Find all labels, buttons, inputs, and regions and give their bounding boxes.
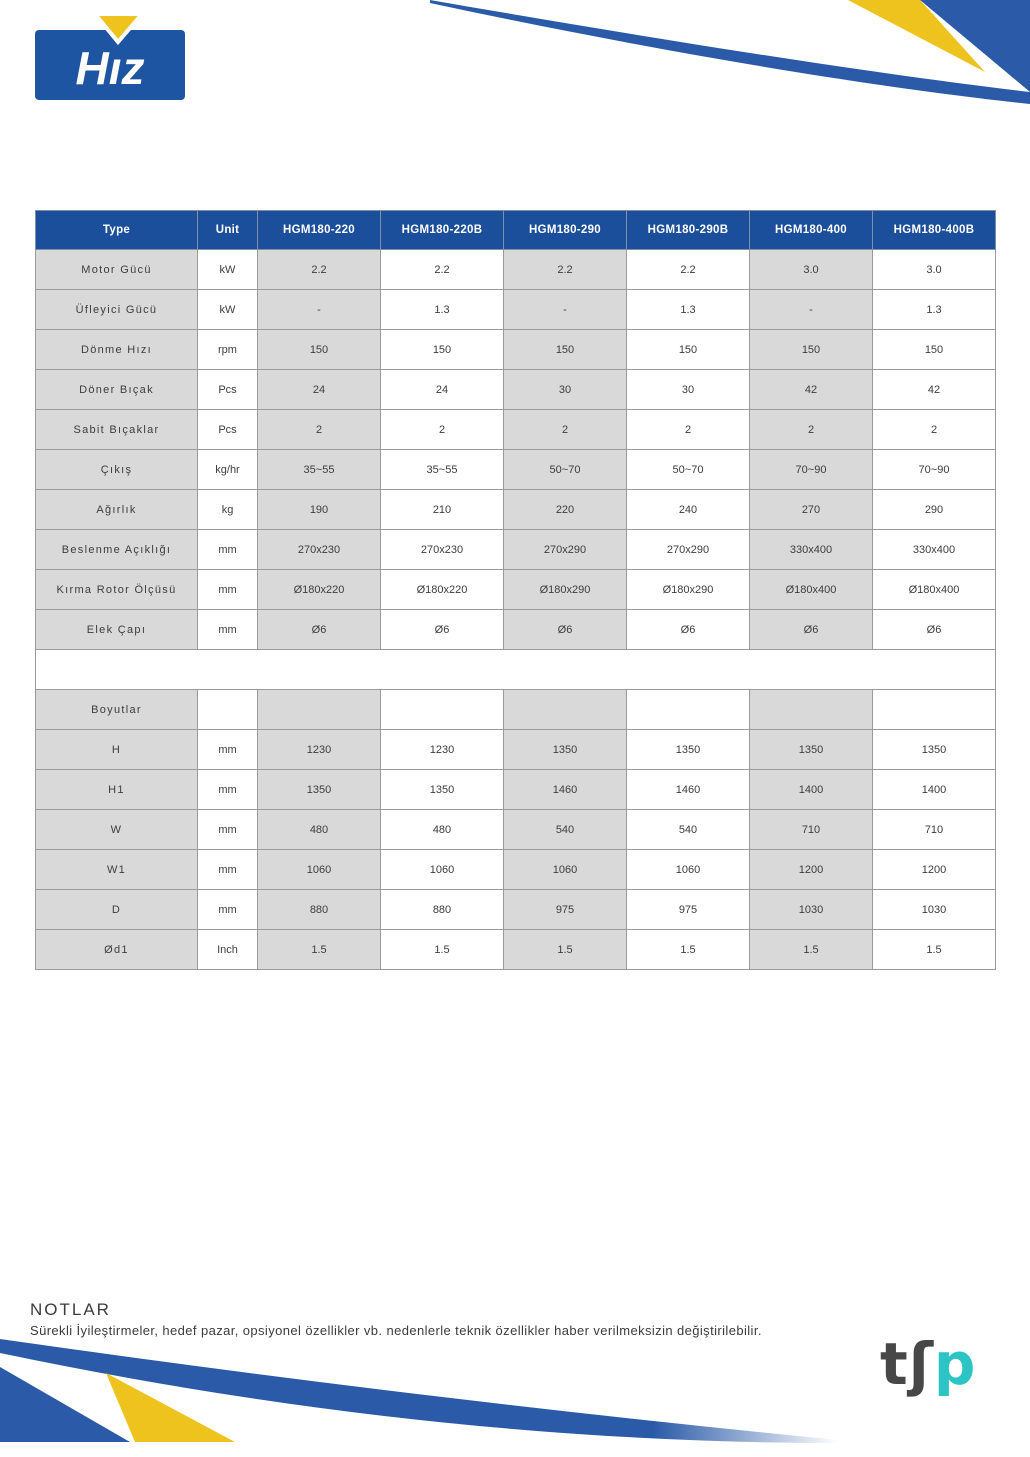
unit-cell: kg/hr	[198, 450, 258, 490]
value-cell: 150	[873, 330, 996, 370]
column-header: HGM180-220	[258, 211, 381, 250]
value-cell: 270x230	[258, 530, 381, 570]
value-cell	[750, 690, 873, 730]
value-cell: 190	[258, 490, 381, 530]
spec-table-body	[36, 250, 996, 970]
value-cell: 1.5	[627, 930, 750, 970]
value-cell: -	[750, 290, 873, 330]
value-cell: 480	[381, 810, 504, 850]
unit-cell: Inch	[198, 930, 258, 970]
column-header: HGM180-290	[504, 211, 627, 250]
value-cell: 70~90	[750, 450, 873, 490]
value-cell: Ø6	[750, 610, 873, 650]
value-cell: Ø6	[258, 610, 381, 650]
value-cell: 2.2	[504, 250, 627, 290]
value-cell: 270x230	[381, 530, 504, 570]
value-cell: 150	[504, 330, 627, 370]
spec-table-header	[36, 211, 996, 250]
row-label: Elek Çapı	[36, 610, 198, 650]
table-row	[36, 770, 996, 810]
value-cell: 880	[258, 890, 381, 930]
value-cell: 1060	[258, 850, 381, 890]
value-cell: 270x290	[504, 530, 627, 570]
tsp-logo	[880, 1330, 977, 1398]
value-cell: Ø6	[381, 610, 504, 650]
value-cell: 35~55	[381, 450, 504, 490]
value-cell: Ø180x290	[627, 570, 750, 610]
row-label: Çıkış	[36, 450, 198, 490]
value-cell: 1.3	[873, 290, 996, 330]
bottom-left-swoosh-decoration	[0, 1337, 840, 1449]
value-cell: 24	[381, 370, 504, 410]
value-cell: -	[504, 290, 627, 330]
value-cell: 975	[627, 890, 750, 930]
table-row	[36, 810, 996, 850]
value-cell: Ø180x400	[750, 570, 873, 610]
value-cell: 1350	[258, 770, 381, 810]
unit-cell: kg	[198, 490, 258, 530]
section-row	[36, 690, 996, 730]
table-row	[36, 330, 996, 370]
value-cell: 2	[750, 410, 873, 450]
value-cell: 1060	[504, 850, 627, 890]
value-cell: 240	[627, 490, 750, 530]
value-cell: 42	[750, 370, 873, 410]
spacer-cell	[36, 650, 996, 690]
value-cell: Ø6	[627, 610, 750, 650]
blue-swoosh-band	[430, 0, 1030, 104]
unit-cell: mm	[198, 610, 258, 650]
value-cell: 2.2	[627, 250, 750, 290]
value-cell: 42	[873, 370, 996, 410]
unit-cell: mm	[198, 530, 258, 570]
value-cell: 1030	[873, 890, 996, 930]
value-cell: 540	[627, 810, 750, 850]
value-cell: 975	[504, 890, 627, 930]
row-label: Sabit Bıçaklar	[36, 410, 198, 450]
value-cell: 30	[504, 370, 627, 410]
row-label: W1	[36, 850, 198, 890]
table-row	[36, 890, 996, 930]
row-label: Ød1	[36, 930, 198, 970]
value-cell: 1.5	[873, 930, 996, 970]
value-cell: 1350	[381, 770, 504, 810]
value-cell: 1350	[750, 730, 873, 770]
row-label: H1	[36, 770, 198, 810]
brand-logo	[30, 12, 200, 116]
value-cell: 2	[258, 410, 381, 450]
yellow-wedge	[848, 0, 985, 72]
value-cell: 50~70	[504, 450, 627, 490]
row-label: Kırma Rotor Ölçüsü	[36, 570, 198, 610]
value-cell: 1400	[750, 770, 873, 810]
table-row	[36, 610, 996, 650]
value-cell: 1060	[381, 850, 504, 890]
spec-table	[35, 210, 996, 970]
table-row	[36, 850, 996, 890]
spacer-row	[36, 650, 996, 690]
tsp-logo-p: p	[933, 1330, 977, 1398]
value-cell: 150	[258, 330, 381, 370]
value-cell: 1030	[750, 890, 873, 930]
value-cell: 270	[750, 490, 873, 530]
column-header: HGM180-400	[750, 211, 873, 250]
row-label: Üfleyici Gücü	[36, 290, 198, 330]
value-cell: 2	[504, 410, 627, 450]
row-label: Dönme Hızı	[36, 330, 198, 370]
row-label: Döner Bıçak	[36, 370, 198, 410]
unit-cell: mm	[198, 730, 258, 770]
column-header: Unit	[198, 211, 258, 250]
row-label: Beslenme Açıklığı	[36, 530, 198, 570]
blue-swoosh-band	[0, 1339, 838, 1443]
value-cell: 210	[381, 490, 504, 530]
value-cell: 1.3	[381, 290, 504, 330]
value-cell: 2.2	[381, 250, 504, 290]
value-cell	[873, 690, 996, 730]
value-cell: Ø180x290	[504, 570, 627, 610]
unit-cell: mm	[198, 810, 258, 850]
unit-cell: mm	[198, 850, 258, 890]
table-row	[36, 570, 996, 610]
blue-corner-triangle	[920, 0, 1030, 92]
value-cell: 270x290	[627, 530, 750, 570]
unit-cell: kW	[198, 250, 258, 290]
value-cell: -	[258, 290, 381, 330]
row-label: Boyutlar	[36, 690, 198, 730]
column-header: Type	[36, 211, 198, 250]
value-cell: 540	[504, 810, 627, 850]
value-cell: 2	[873, 410, 996, 450]
logo-text: Hız	[75, 42, 145, 94]
top-right-swoosh-decoration	[430, 0, 1030, 135]
row-label: W	[36, 810, 198, 850]
value-cell: 1230	[258, 730, 381, 770]
value-cell: 1060	[627, 850, 750, 890]
value-cell: 150	[750, 330, 873, 370]
value-cell: 1.5	[381, 930, 504, 970]
value-cell: 1350	[873, 730, 996, 770]
column-header: HGM180-400B	[873, 211, 996, 250]
table-row	[36, 730, 996, 770]
value-cell: 480	[258, 810, 381, 850]
value-cell: 1200	[750, 850, 873, 890]
value-cell: 1.5	[750, 930, 873, 970]
value-cell: 50~70	[627, 450, 750, 490]
row-label: Ağırlık	[36, 490, 198, 530]
value-cell: 1350	[504, 730, 627, 770]
table-row	[36, 530, 996, 570]
table-row	[36, 410, 996, 450]
value-cell: 2	[627, 410, 750, 450]
row-label: D	[36, 890, 198, 930]
value-cell: 1230	[381, 730, 504, 770]
value-cell: 150	[627, 330, 750, 370]
value-cell: 2.2	[258, 250, 381, 290]
value-cell: 1460	[504, 770, 627, 810]
value-cell: 1.5	[504, 930, 627, 970]
value-cell: 70~90	[873, 450, 996, 490]
value-cell: 24	[258, 370, 381, 410]
unit-cell: rpm	[198, 330, 258, 370]
unit-cell: Pcs	[198, 370, 258, 410]
table-row	[36, 370, 996, 410]
value-cell: 2	[381, 410, 504, 450]
row-label: Motor Gücü	[36, 250, 198, 290]
value-cell: Ø180x220	[381, 570, 504, 610]
value-cell: 1200	[873, 850, 996, 890]
table-row	[36, 490, 996, 530]
value-cell: 150	[381, 330, 504, 370]
unit-cell: mm	[198, 570, 258, 610]
value-cell	[258, 690, 381, 730]
value-cell: 220	[504, 490, 627, 530]
value-cell: 35~55	[258, 450, 381, 490]
notes-title: NOTLAR	[30, 1300, 111, 1319]
table-row	[36, 290, 996, 330]
value-cell: 710	[873, 810, 996, 850]
value-cell: 1350	[627, 730, 750, 770]
value-cell	[381, 690, 504, 730]
yellow-wedge	[106, 1373, 235, 1442]
value-cell: Ø6	[873, 610, 996, 650]
value-cell: 1.3	[627, 290, 750, 330]
value-cell: 330x400	[750, 530, 873, 570]
notes-body: Sürekli İyileştirmeler, hedef pazar, opsiyonel özellikler vb. nedenlerle teknik özellikler haber verilmeksizin değiştirilebilir.	[30, 1323, 762, 1338]
table-row	[36, 930, 996, 970]
value-cell: 710	[750, 810, 873, 850]
value-cell: Ø6	[504, 610, 627, 650]
unit-cell: mm	[198, 770, 258, 810]
tsp-logo-s: ʃ	[908, 1330, 934, 1398]
column-header: HGM180-220B	[381, 211, 504, 250]
value-cell: 3.0	[750, 250, 873, 290]
unit-cell: Pcs	[198, 410, 258, 450]
unit-cell: kW	[198, 290, 258, 330]
blue-corner-triangle	[0, 1367, 130, 1442]
value-cell	[504, 690, 627, 730]
value-cell: 30	[627, 370, 750, 410]
tsp-logo-t: t	[880, 1330, 909, 1398]
value-cell: 880	[381, 890, 504, 930]
unit-cell: mm	[198, 890, 258, 930]
unit-cell	[198, 690, 258, 730]
value-cell: Ø180x400	[873, 570, 996, 610]
row-label: H	[36, 730, 198, 770]
table-row	[36, 250, 996, 290]
value-cell: 1400	[873, 770, 996, 810]
column-header: HGM180-290B	[627, 211, 750, 250]
table-row	[36, 450, 996, 490]
value-cell: 1460	[627, 770, 750, 810]
header-row	[36, 211, 996, 250]
value-cell: 3.0	[873, 250, 996, 290]
notes-block	[30, 1300, 762, 1338]
value-cell: Ø180x220	[258, 570, 381, 610]
value-cell: 290	[873, 490, 996, 530]
value-cell: 1.5	[258, 930, 381, 970]
value-cell: 330x400	[873, 530, 996, 570]
value-cell	[627, 690, 750, 730]
